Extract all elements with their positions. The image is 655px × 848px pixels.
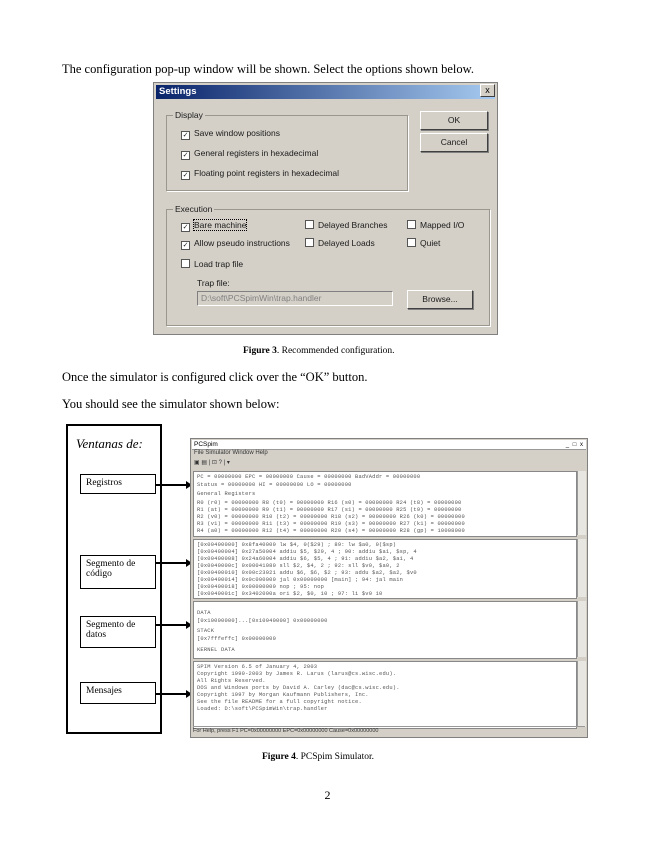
trap-file-label: Trap file: — [197, 278, 230, 288]
message-line: SPIM Version 6.5 of January 4, 2003 — [197, 664, 318, 670]
segmento-datos-arrow — [156, 624, 186, 626]
execution-group — [166, 204, 490, 326]
figure-3-caption — [243, 346, 395, 356]
checkbox-box — [305, 220, 314, 229]
figure-4-caption — [262, 752, 374, 762]
configured-paragraph: Once the simulator is configured click over the “OK” button. — [62, 370, 368, 384]
checkbox-label: Delayed Loads — [318, 238, 375, 248]
message-line: Loaded: D:\soft\PCSpimWin\trap.handler — [197, 706, 328, 712]
display-group-label: Display — [175, 110, 203, 120]
pcspim-toolbar[interactable]: ▣ ▤ | ⊡ ? | ▾ — [194, 460, 230, 466]
checkbox-label: Save window positions — [194, 128, 280, 138]
message-line: Copyright 1997 by Morgan Kaufmann Publishers, Inc. — [197, 692, 369, 698]
register-line: R2 (v0) = 00000000 R10 (t2) = 00000000 R18 (s2) = 00000000 R26 (k0) = 00000000 — [197, 514, 465, 520]
checkbox-check-icon: ✓ — [182, 242, 189, 249]
checkbox-label: Bare machine — [194, 220, 247, 230]
checkbox-label: Load trap file — [194, 259, 244, 269]
code-scrollbar[interactable] — [577, 539, 586, 597]
load-trap-file-checkbox[interactable] — [181, 259, 243, 269]
code-line: [0x00400008] 0x24a60004 addiu $6, $5, 4 ; 91: addiu $a2, $a1, 4 — [197, 556, 414, 562]
figure-4-label: Figure 4 — [262, 752, 296, 762]
register-line: Status = 00000000 HI = 00000000 LO = 00000000 — [197, 482, 352, 488]
figure-4-text: . PCSpim Simulator. — [295, 752, 375, 762]
code-line: [0x00400018] 0x00000000 nop ; 95: nop — [197, 584, 325, 590]
allow-pseudo-instructions-checkbox[interactable] — [181, 238, 290, 250]
checkbox-check-icon: ✓ — [182, 172, 189, 179]
register-line: R4 (a0) = 00000000 R12 (t4) = 00000000 R20 (s4) = 00000000 R28 (gp) = 10008000 — [197, 528, 465, 534]
pcspim-title: PCSpim — [194, 441, 218, 448]
browse-button[interactable]: Browse... — [407, 290, 473, 309]
checkbox-label: Delayed Branches — [318, 220, 388, 230]
checkbox-label: General registers in hexadecimal — [194, 148, 319, 158]
segmento-datos-label: Segmento de datos — [80, 616, 156, 648]
messages-scrollbar[interactable] — [577, 661, 586, 727]
registros-arrow — [156, 484, 186, 486]
registers-scrollbar[interactable] — [577, 471, 586, 535]
checkbox-check-icon: ✓ — [182, 224, 189, 231]
close-icon[interactable]: x — [480, 84, 495, 97]
registers-pane[interactable] — [193, 471, 577, 537]
data-segment-pane[interactable] — [193, 601, 577, 659]
code-line: [0x0040000c] 0x00041080 sll $2, $4, 2 ; 92: sll $v0, $a0, 2 — [197, 563, 400, 569]
code-line: [0x00400014] 0x0c000000 jal 0x00000000 [main] ; 94: jal main — [197, 577, 404, 583]
code-segment-pane[interactable] — [193, 539, 577, 599]
code-line: [0x00400000] 0x8fa40000 lw $4, 0($29) ; 89: lw $a0, 0($sp) — [197, 542, 397, 548]
code-line: [0x00400010] 0x00c23021 addu $6, $6, $2 ; 93: addu $a2, $a2, $v0 — [197, 570, 417, 576]
delayed-loads-checkbox[interactable] — [305, 238, 375, 248]
floating-point-registers-hex-checkbox[interactable] — [181, 168, 339, 180]
checkbox-label: Quiet — [420, 238, 441, 248]
cancel-button[interactable]: Cancel — [420, 133, 488, 152]
data-line: KERNEL DATA — [197, 647, 235, 653]
register-line: PC = 00000000 EPC = 00000000 Cause = 00000000 BadVAddr = 00000000 — [197, 474, 421, 480]
delayed-branches-checkbox[interactable] — [305, 220, 387, 230]
ventanas-title: Ventanas de: — [76, 436, 143, 451]
data-scrollbar[interactable] — [577, 601, 586, 657]
intro-paragraph: The configuration pop-up window will be shown. Select the options shown below. — [62, 62, 474, 76]
checkbox-label: Floating point registers in hexadecimal — [194, 168, 340, 178]
quiet-checkbox[interactable] — [407, 238, 440, 248]
data-line: STACK — [197, 628, 215, 634]
figure-3-text: . Recommended configuration. — [276, 346, 395, 356]
see-simulator-paragraph: You should see the simulator shown below: — [62, 397, 280, 411]
trap-file-input[interactable]: D:\soft\PCSpimWin\trap.handler — [197, 291, 393, 306]
mensajes-arrow — [156, 693, 186, 695]
code-line: [0x00400004] 0x27a50004 addiu $5, $29, 4 ; 90: addiu $a1, $sp, 4 — [197, 549, 417, 555]
message-line: DOS and Windows ports by David A. Carley (dac@cs.wisc.edu). — [197, 685, 400, 691]
code-line: [0x0040001c] 0x3402000a ori $2, $0, 10 ; 97: li $v0 10 — [197, 591, 383, 597]
register-line: General Registers — [197, 491, 256, 497]
pcspim-window — [190, 438, 588, 738]
register-line: R0 (r0) = 00000000 R8 (t0) = 00000000 R16 (s0) = 00000000 R24 (t8) = 00000000 — [197, 500, 462, 506]
registros-label: Registros — [80, 474, 156, 494]
checkbox-label: Allow pseudo instructions — [194, 238, 290, 248]
register-line: R1 (at) = 00000000 R9 (t1) = 00000000 R17 (s1) = 00000000 R25 (t9) = 00000000 — [197, 507, 462, 513]
dialog-title: Settings — [159, 86, 197, 97]
message-line: All Rights Reserved. — [197, 678, 266, 684]
bare-machine-checkbox[interactable] — [181, 220, 246, 232]
display-group — [166, 110, 408, 191]
checkbox-box — [181, 259, 190, 268]
data-line: [0x7fffeffc] 0x00000000 — [197, 636, 277, 642]
general-registers-hex-checkbox[interactable] — [181, 148, 318, 160]
dialog-title-bar — [156, 85, 495, 99]
execution-group-label: Execution — [175, 204, 213, 214]
data-line: [0x10000000]...[0x10040000] 0x00000000 — [197, 618, 328, 624]
checkbox-label: Mapped I/O — [420, 220, 465, 230]
pcspim-menu-bar[interactable]: File Simulator Window Help — [194, 450, 268, 456]
message-line: See the file README for a full copyright notice. — [197, 699, 362, 705]
settings-dialog — [153, 82, 498, 335]
checkbox-box — [407, 220, 416, 229]
checkbox-box — [305, 238, 314, 247]
messages-pane[interactable] — [193, 661, 577, 729]
window-controls-icon[interactable]: _ □ x — [565, 442, 584, 448]
data-line: DATA — [197, 610, 211, 616]
mensajes-label: Mensajes — [80, 682, 156, 704]
pcspim-title-bar — [192, 440, 586, 450]
ok-button[interactable]: OK — [420, 111, 488, 130]
figure-3-label: Figure 3 — [243, 346, 277, 356]
checkbox-check-icon: ✓ — [182, 152, 189, 159]
save-window-positions-checkbox[interactable] — [181, 128, 280, 140]
status-bar: For Help, press F1 PC=0x00000000 EPC=0x00000000 Cause=0x00000000 — [193, 726, 585, 735]
checkbox-check-icon: ✓ — [182, 132, 189, 139]
segmento-codigo-arrow — [156, 562, 186, 564]
message-line: Copyright 1990-2003 by James R. Larus (larus@cs.wisc.edu). — [197, 671, 397, 677]
segmento-codigo-label: Segmento de código — [80, 555, 156, 589]
checkbox-box — [407, 238, 416, 247]
mapped-io-checkbox[interactable] — [407, 220, 464, 230]
register-line: R3 (v1) = 00000000 R11 (t3) = 00000000 R19 (s3) = 00000000 R27 (k1) = 00000000 — [197, 521, 465, 527]
page-number: 2 — [324, 788, 331, 802]
